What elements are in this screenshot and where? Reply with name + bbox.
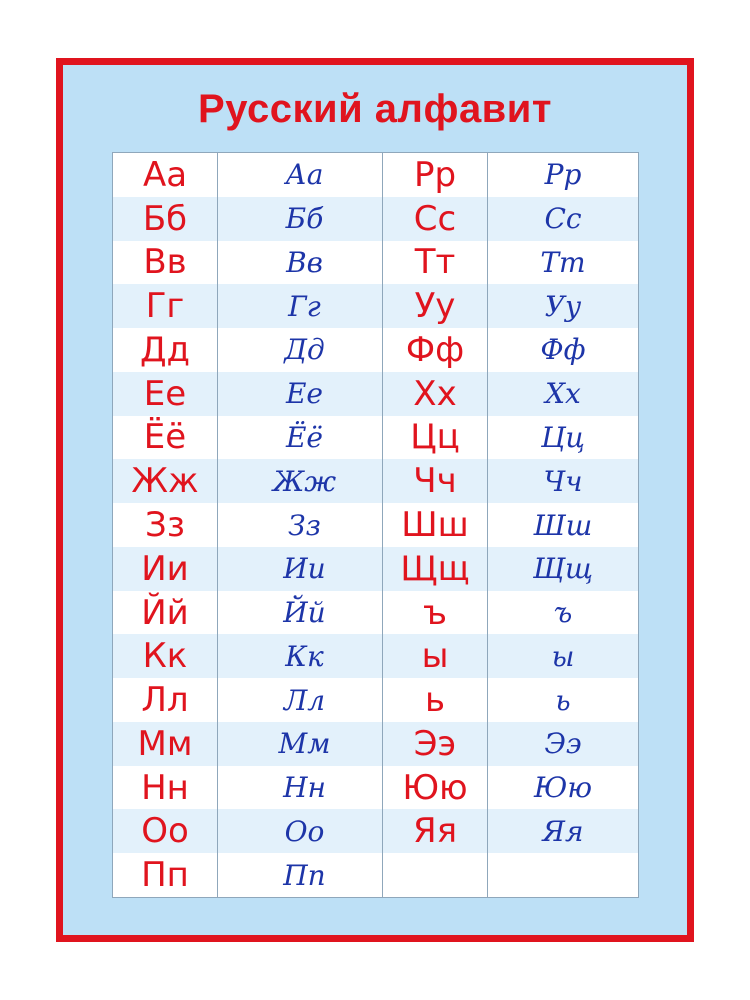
print-letter: Нн [113, 766, 217, 810]
script-letters-column [488, 153, 638, 897]
script-letter: Кк [218, 634, 391, 678]
poster-title: Русский алфавит [198, 87, 552, 131]
script-letter: Гг [218, 284, 391, 328]
script-letter: Зз [218, 503, 391, 547]
script-letter [488, 853, 638, 897]
script-letter: Мм [218, 722, 391, 766]
print-letter: Кк [113, 634, 217, 678]
print-letter: Ии [113, 547, 217, 591]
script-letter: Уу [488, 284, 638, 328]
print-letter: Рр [383, 153, 487, 197]
script-letter: Пп [218, 853, 391, 897]
print-letters-column [383, 153, 488, 897]
print-letter: Сс [383, 197, 487, 241]
script-letter: Фф [488, 328, 638, 372]
print-letter: Дд [113, 328, 217, 372]
print-letter: Ее [113, 372, 217, 416]
print-letter: Гг [113, 284, 217, 328]
print-letter: Лл [113, 678, 217, 722]
print-letter: Шш [383, 503, 487, 547]
print-letter: Пп [113, 853, 217, 897]
script-letter: Тт [488, 241, 638, 285]
script-letter: Яя [488, 809, 638, 853]
script-letter: ы [488, 634, 638, 678]
script-letter: Жж [218, 459, 391, 503]
print-letter: Яя [383, 809, 487, 853]
script-letters-column [218, 153, 391, 897]
print-letter: Щщ [383, 547, 487, 591]
script-letter: Сс [488, 197, 638, 241]
print-letter: Жж [113, 459, 217, 503]
script-letter: Нн [218, 766, 391, 810]
print-letter: ы [383, 634, 487, 678]
print-letter: Ёё [113, 416, 217, 460]
script-letter: Ии [218, 547, 391, 591]
script-letter: Дд [218, 328, 391, 372]
print-letter: Оо [113, 809, 217, 853]
script-letter: Вв [218, 241, 391, 285]
script-letter: Йй [218, 591, 391, 635]
script-letter: Чч [488, 459, 638, 503]
print-letter: Юю [383, 766, 487, 810]
print-letters-column [113, 153, 218, 897]
print-letter: Зз [113, 503, 217, 547]
print-letter: Цц [383, 416, 487, 460]
script-letter: Шш [488, 503, 638, 547]
script-letter: Ёё [218, 416, 391, 460]
print-letter: Аа [113, 153, 217, 197]
script-letter: Оо [218, 809, 391, 853]
print-letter: Чч [383, 459, 487, 503]
print-letter: Ээ [383, 722, 487, 766]
script-letter: Щщ [488, 547, 638, 591]
script-letter: Аа [218, 153, 391, 197]
script-letter: Бб [218, 197, 391, 241]
script-letter: ь [488, 678, 638, 722]
print-letter: Хх [383, 372, 487, 416]
print-letter: Фф [383, 328, 487, 372]
alphabet-poster [56, 58, 694, 942]
script-letter: ъ [488, 591, 638, 635]
print-letter: ь [383, 678, 487, 722]
script-letter: Лл [218, 678, 391, 722]
print-letter: Вв [113, 241, 217, 285]
alphabet-table-right [382, 152, 639, 898]
print-letter: Уу [383, 284, 487, 328]
script-letter: Ээ [488, 722, 638, 766]
script-letter: Рр [488, 153, 638, 197]
script-letter: Ее [218, 372, 391, 416]
print-letter: Мм [113, 722, 217, 766]
script-letter: Цц [488, 416, 638, 460]
print-letter: Тт [383, 241, 487, 285]
print-letter: ъ [383, 591, 487, 635]
script-letter: Хх [488, 372, 638, 416]
script-letter: Юю [488, 766, 638, 810]
print-letter: Йй [113, 591, 217, 635]
print-letter: Бб [113, 197, 217, 241]
alphabet-table-left [112, 152, 392, 898]
print-letter [383, 853, 487, 897]
